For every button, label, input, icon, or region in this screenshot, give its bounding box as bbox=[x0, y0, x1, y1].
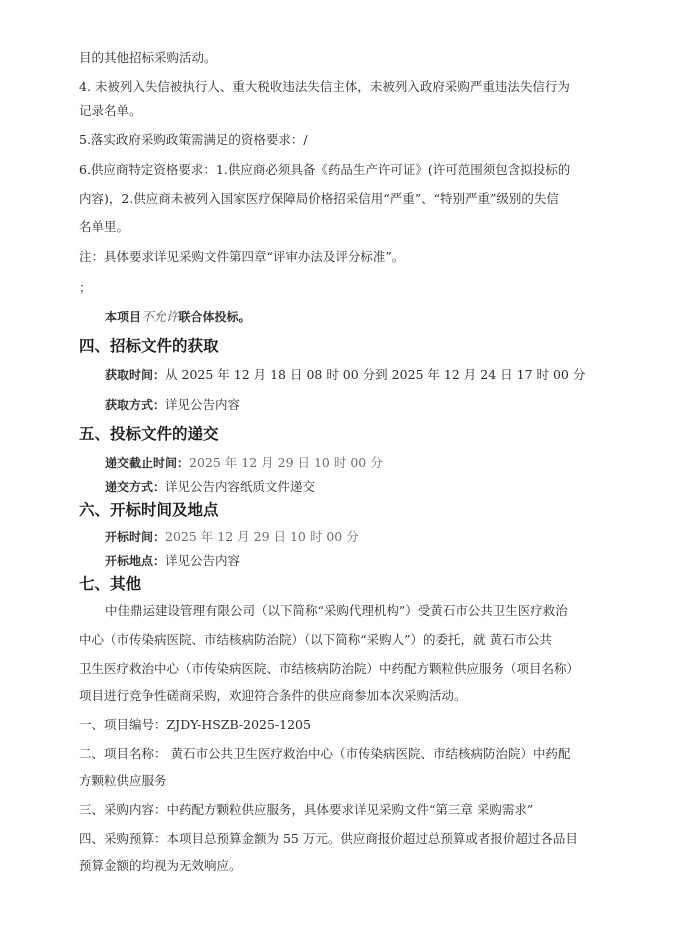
field-value: 从 2025 年 12 月 18 日 08 时 00 分到 2025 年 12 月 24 日 17 时 00 分 bbox=[165, 367, 586, 382]
list-item: 方颗粒供应服务 bbox=[79, 773, 167, 788]
section-heading: 七、其他 bbox=[79, 575, 142, 593]
field-row bbox=[105, 553, 240, 569]
field-label: 开标时间： bbox=[105, 530, 166, 544]
field-value: 2025 年 12 月 29 日 10 时 00 分 bbox=[189, 455, 383, 470]
consortium-suffix: 联合体投标。 bbox=[178, 310, 251, 324]
text-line: 5.落实政府采购政策需满足的资格要求：/ bbox=[79, 132, 308, 147]
text-line: 名单里。 bbox=[79, 219, 130, 234]
text-line: 4. 未被列入失信被执行人、重大税收违法失信主体，未被列入政府采购严重违法失信行为 bbox=[79, 79, 570, 94]
field-value: 详见公告内容 bbox=[165, 553, 241, 568]
section-heading: 六、开标时间及地点 bbox=[79, 501, 219, 519]
paragraph-line: 中心（市传染病医院、市结核病防治院）（以下简称“采购人”）的委托，就 黄石市公共 bbox=[79, 632, 553, 647]
list-item: 二、项目名称： 黄石市公共卫生医疗救治中心（市传染病医院、市结核病防治院）中药配 bbox=[79, 746, 571, 761]
note-line: 注：具体要求详见采购文件第四章“评审办法及评分标准”。 bbox=[79, 249, 405, 264]
section-heading: 四、招标文件的获取 bbox=[79, 337, 219, 355]
section-heading: 五、投标文件的递交 bbox=[79, 425, 219, 443]
field-label: 开标地点： bbox=[105, 554, 166, 568]
text-line: 内容)，2.供应商未被列入国家医疗保障局价格招采信用“严重”、“特别严重”级别的失信 bbox=[79, 191, 559, 206]
consortium-line bbox=[105, 309, 251, 325]
field-row bbox=[105, 397, 240, 413]
field-value: 2025 年 12 月 29 日 10 时 00 分 bbox=[165, 529, 359, 544]
field-label: 递交方式： bbox=[105, 480, 166, 494]
field-row bbox=[105, 367, 585, 383]
field-row bbox=[105, 455, 383, 471]
field-value: 详见公告内容 bbox=[165, 397, 241, 412]
text-line: 6.供应商特定资格要求：1.供应商必须具备《药品生产许可证》(许可范围须包含拟投标的 bbox=[79, 162, 571, 177]
list-item: 三、采购内容：中药配方颗粒供应服务，具体要求详见采购文件“第三章 采购需求” bbox=[79, 802, 534, 817]
text-line: ； bbox=[79, 280, 92, 295]
field-label: 获取时间： bbox=[105, 368, 166, 382]
paragraph-line: 卫生医疗救治中心（市传染病医院、市结核病防治院）中药配方颗粒供应服务（项目名称） bbox=[79, 661, 580, 676]
text-line: 目的其他招标采购活动。 bbox=[79, 50, 217, 65]
list-item: 一、项目编号：ZJDY-HSZB-2025-1205 bbox=[79, 717, 311, 732]
field-value: 详见公告内容纸质文件递交 bbox=[165, 479, 316, 494]
paragraph-line: 项目进行竞争性磋商采购，欢迎符合条件的供应商参加本次采购活动。 bbox=[79, 688, 467, 703]
list-item: 四、采购预算：本项目总预算金额为 55 万元。供应商报价超过总预算或者报价超过各品目 bbox=[79, 831, 578, 846]
paragraph-line: 中佳鼎运建设管理有限公司（以下简称“采购代理机构”）受黄石市公共卫生医疗救治 bbox=[105, 603, 568, 618]
text-line: 记录名单。 bbox=[79, 103, 142, 118]
field-row bbox=[105, 479, 315, 495]
field-label: 递交截止时间： bbox=[105, 456, 190, 470]
field-label: 获取方式： bbox=[105, 398, 166, 412]
field-row bbox=[105, 529, 359, 545]
consortium-prefix: 本项目 bbox=[105, 310, 142, 324]
list-item: 预算金额的均视为无效响应。 bbox=[79, 858, 242, 873]
consortium-handwritten: 不允许 bbox=[141, 309, 179, 324]
